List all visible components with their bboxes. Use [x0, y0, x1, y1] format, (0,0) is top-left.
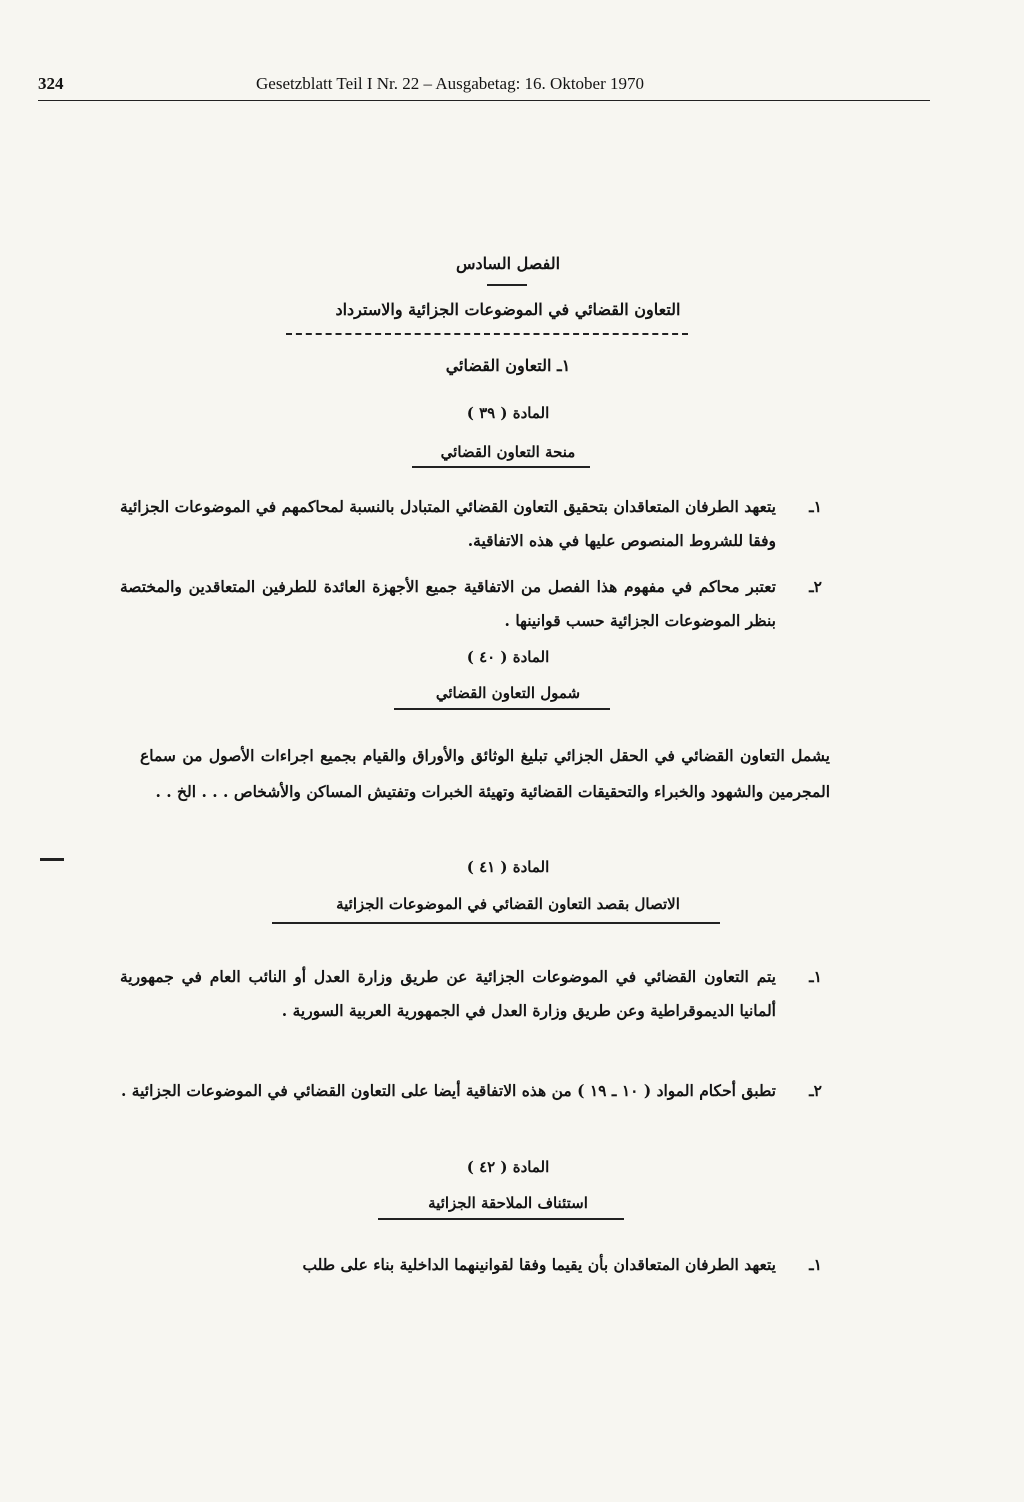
page-header [38, 74, 930, 101]
article-39-heading: منحة التعاون القضائي [440, 443, 576, 461]
article-42-label: المادة ( ٤٢ ) [466, 1158, 550, 1176]
article-41-item-1 [120, 960, 822, 1028]
item-text: تعتبر محاكم في مفهوم هذا الفصل من الاتفاقية جميع الأجهزة العائدة للطرفين المتعاقدين والمختصة بنظر الموضوعات الجزائية حسب قوانينها . [120, 577, 776, 630]
chapter-title: التعاون القضائي في الموضوعات الجزائية والاسترداد [335, 300, 681, 319]
chapter-label: الفصل السادس [455, 254, 561, 273]
item-number: ١ـ [809, 1255, 822, 1274]
item-number: ١ـ [809, 497, 822, 516]
article-41-heading-rule [272, 922, 720, 924]
item-text: يتم التعاون القضائي في الموضوعات الجزائية عن طريق وزارة العدل أو النائب العام في جمهورية ألمانيا الديموقراطية وعن طريق وزارة العدل في الجمهورية العربية السورية . [120, 967, 776, 1020]
margin-mark [40, 858, 64, 861]
article-40-heading: شمول التعاون القضائي [435, 684, 581, 702]
article-39-item-2 [120, 570, 822, 638]
article-42-heading: استئناف الملاحقة الجزائية [428, 1194, 588, 1212]
item-text: تطبق أحكام المواد ( ١٠ ـ ١٩ ) من هذه الاتفاقية أيضا على التعاون القضائي في الموضوعات الجزائية . [120, 1081, 776, 1100]
article-39-heading-rule [412, 466, 590, 468]
article-42-heading-rule [378, 1218, 624, 1220]
article-40-heading-rule [394, 708, 610, 710]
chapter-title-rule [286, 333, 688, 335]
article-41-item-2 [120, 1074, 822, 1108]
page-number: 324 [38, 74, 64, 93]
item-text: يتعهد الطرفان المتعاقدان بتحقيق التعاون القضائي المتبادل بالنسبة لمحاكمهم في الموضوعات الجزائية وفقا للشروط المنصوص عليها في هذه الاتفاقية. [120, 497, 776, 550]
article-40-paragraph: يشمل التعاون القضائي في الحقل الجزائي تبليغ الوثائق والأوراق والقيام بجميع اجراءات الأصول من سماع المجرمين والشهود والخبراء والتحقيقات القضائية وتهيئة الخبرات وتفتيش المساكن والأشخاص . . . الخ . . [140, 746, 830, 801]
article-39-label: المادة ( ٣٩ ) [466, 404, 550, 422]
item-number: ١ـ [809, 967, 822, 986]
section-title: ١ـ التعاون القضائي [445, 356, 571, 375]
article-39-item-1 [120, 490, 822, 558]
item-number: ٢ـ [809, 577, 822, 596]
article-41-label: المادة ( ٤١ ) [466, 858, 550, 876]
article-40-label: المادة ( ٤٠ ) [466, 648, 550, 666]
article-42-item-1 [120, 1248, 822, 1282]
chapter-rule [487, 284, 527, 286]
article-41-heading: الاتصال بقصد التعاون القضائي في الموضوعات الجزائية [336, 895, 680, 913]
running-title: Gesetzblatt Teil I Nr. 22 – Ausgabetag: 16. Oktober 1970 [256, 74, 645, 93]
item-number: ٢ـ [809, 1081, 822, 1100]
item-text: يتعهد الطرفان المتعاقدان بأن يقيما وفقا لقوانينهما الداخلية بناء على طلب [302, 1255, 776, 1274]
